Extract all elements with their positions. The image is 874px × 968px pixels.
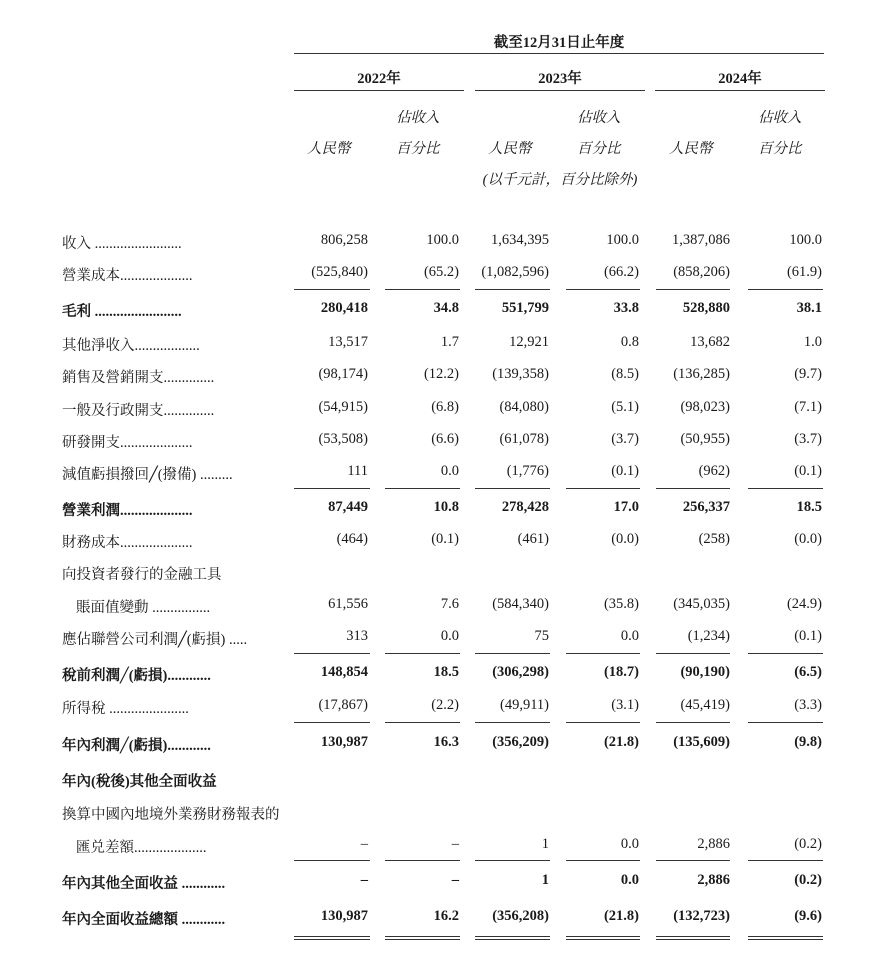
rmb-value: 280,418 bbox=[320, 300, 368, 316]
subtotal-rule bbox=[294, 289, 370, 290]
rmb-value: (858,206) bbox=[673, 264, 730, 280]
pct-value: 0.0 bbox=[620, 872, 639, 888]
subtotal-rule bbox=[294, 488, 370, 489]
subtotal-rule bbox=[475, 722, 550, 723]
rmb-value: 87,449 bbox=[328, 499, 368, 515]
rmb-value: 61,556 bbox=[328, 596, 368, 612]
rmb-value: (50,955) bbox=[680, 431, 730, 447]
row-label: 一般及行政開支.............. bbox=[62, 403, 215, 419]
rmb-value: 13,517 bbox=[328, 334, 368, 350]
pct-value: 1.7 bbox=[440, 334, 459, 350]
rmb-value: (356,208) bbox=[492, 908, 549, 924]
pct-value: 100.0 bbox=[789, 232, 822, 248]
table-row bbox=[0, 399, 874, 425]
row-label: 稅前利潤╱(虧損)............ bbox=[62, 668, 211, 684]
subtotal-rule bbox=[385, 653, 460, 654]
rmb-value: 2,886 bbox=[697, 836, 730, 852]
rmb-value: 528,880 bbox=[682, 300, 730, 316]
pct-value: (0.1) bbox=[431, 531, 459, 547]
rmb-value: (1,082,596) bbox=[481, 264, 549, 280]
col-2023-pct-line1: 佔收入 bbox=[577, 110, 621, 126]
table-row bbox=[0, 366, 874, 392]
row-label: 營業利潤.................... bbox=[62, 503, 193, 519]
total-double-rule bbox=[748, 936, 823, 940]
rmb-value: (345,035) bbox=[673, 596, 730, 612]
subtotal-rule bbox=[656, 653, 730, 654]
rmb-value: – bbox=[360, 872, 368, 888]
table-row bbox=[0, 836, 874, 862]
row-label: 收入 ........................ bbox=[62, 236, 182, 252]
table-row bbox=[0, 872, 874, 898]
table-row bbox=[0, 334, 874, 360]
rmb-value: (306,298) bbox=[492, 664, 549, 680]
pct-value: 7.6 bbox=[440, 596, 459, 612]
rmb-value: (584,340) bbox=[492, 596, 549, 612]
pct-value: (0.2) bbox=[794, 872, 822, 888]
total-double-rule bbox=[294, 936, 370, 940]
year-2023-rule bbox=[475, 90, 645, 91]
pct-value: 100.0 bbox=[606, 232, 639, 248]
rmb-value: 111 bbox=[347, 463, 368, 479]
pct-value: 100.0 bbox=[426, 232, 459, 248]
rmb-value: 148,854 bbox=[320, 664, 368, 680]
col-2024-pct-line1: 佔收入 bbox=[758, 110, 802, 126]
table-row bbox=[0, 908, 874, 934]
rmb-value: 12,921 bbox=[509, 334, 549, 350]
rmb-value: (49,911) bbox=[500, 697, 549, 713]
year-2023-heading: 2023年 bbox=[538, 71, 582, 87]
subtotal-rule bbox=[656, 860, 730, 861]
rmb-value: (962) bbox=[698, 463, 730, 479]
rmb-value: 1 bbox=[541, 872, 549, 888]
pct-value: 1.0 bbox=[803, 334, 822, 350]
rmb-value: (45,419) bbox=[680, 697, 730, 713]
col-2023-pct-line2: 百分比 bbox=[577, 141, 621, 157]
subtotal-rule bbox=[748, 722, 823, 723]
pct-value: 0.0 bbox=[440, 463, 459, 479]
pct-value: (6.6) bbox=[431, 431, 459, 447]
rmb-value: (1,234) bbox=[687, 628, 730, 644]
period-heading-rule bbox=[294, 53, 824, 54]
subtotal-rule bbox=[294, 722, 370, 723]
total-double-rule bbox=[656, 936, 730, 940]
year-2024-heading: 2024年 bbox=[718, 71, 762, 87]
rmb-value: 1,634,395 bbox=[491, 232, 549, 248]
pct-value: 16.3 bbox=[433, 734, 459, 750]
pct-value: 34.8 bbox=[433, 300, 459, 316]
rmb-value: 256,337 bbox=[682, 499, 730, 515]
pct-value: (9.6) bbox=[794, 908, 822, 924]
row-label: 減值虧損撥回╱(撥備) ......... bbox=[62, 467, 233, 483]
pct-value: (0.1) bbox=[794, 628, 822, 644]
subtotal-rule bbox=[566, 488, 640, 489]
table-row bbox=[0, 628, 874, 654]
rmb-value: (98,023) bbox=[680, 399, 730, 415]
rmb-value: 806,258 bbox=[320, 232, 368, 248]
rmb-value: 313 bbox=[346, 628, 368, 644]
pct-value: (5.1) bbox=[611, 399, 639, 415]
row-label: 向投資者發行的金融工具 bbox=[62, 567, 222, 583]
col-2022-pct-line2: 百分比 bbox=[396, 141, 440, 157]
rmb-value: (356,209) bbox=[492, 734, 549, 750]
subtotal-rule bbox=[748, 488, 823, 489]
year-2022-rule bbox=[294, 90, 464, 91]
pct-value: (18.7) bbox=[603, 664, 639, 680]
rmb-value: 551,799 bbox=[501, 300, 549, 316]
table-row bbox=[0, 499, 874, 525]
row-label: 營業成本.................... bbox=[62, 268, 193, 284]
subtotal-rule bbox=[475, 488, 550, 489]
row-label: 銷售及營銷開支.............. bbox=[62, 370, 215, 386]
rmb-value: (17,867) bbox=[318, 697, 368, 713]
row-label: 年內(稅後)其他全面收益 bbox=[62, 774, 217, 790]
pct-value: 16.2 bbox=[433, 908, 459, 924]
rmb-value: 75 bbox=[534, 628, 549, 644]
rmb-value: 130,987 bbox=[320, 908, 368, 924]
row-label: 應佔聯營公司利潤╱(虧損) ..... bbox=[62, 632, 248, 648]
pct-value: (24.9) bbox=[786, 596, 822, 612]
pct-value: 17.0 bbox=[613, 499, 639, 515]
unit-note: (以千元計，百分比除外) bbox=[482, 172, 638, 188]
subtotal-rule bbox=[475, 653, 550, 654]
rmb-value: (464) bbox=[336, 531, 368, 547]
table-row bbox=[0, 664, 874, 690]
pct-value: (12.2) bbox=[423, 366, 459, 382]
col-2022-pct-line1: 佔收入 bbox=[396, 110, 440, 126]
rmb-value: (54,915) bbox=[318, 399, 368, 415]
subtotal-rule bbox=[294, 653, 370, 654]
pct-value: (3.7) bbox=[794, 431, 822, 447]
pct-value: 18.5 bbox=[796, 499, 822, 515]
pct-value: 18.5 bbox=[433, 664, 459, 680]
rmb-value: (461) bbox=[517, 531, 549, 547]
subtotal-rule bbox=[294, 860, 370, 861]
row-label: 匯兑差額.................... bbox=[76, 840, 207, 856]
table-row bbox=[0, 232, 874, 258]
subtotal-rule bbox=[748, 860, 823, 861]
row-label: 財務成本.................... bbox=[62, 535, 193, 551]
rmb-value: (90,190) bbox=[680, 664, 730, 680]
pct-value: 0.0 bbox=[440, 628, 459, 644]
row-label: 所得稅 ...................... bbox=[62, 701, 189, 717]
pct-value: (2.2) bbox=[431, 697, 459, 713]
subtotal-rule bbox=[385, 722, 460, 723]
subtotal-rule bbox=[566, 653, 640, 654]
rmb-value: 13,682 bbox=[690, 334, 730, 350]
pct-value: 10.8 bbox=[433, 499, 459, 515]
row-label: 研發開支.................... bbox=[62, 435, 193, 451]
year-2024-rule bbox=[655, 90, 825, 91]
table-row bbox=[0, 803, 874, 829]
row-label: 換算中國內地境外業務財務報表的 bbox=[62, 807, 280, 823]
pct-value: (6.8) bbox=[431, 399, 459, 415]
col-2024-rmb: 人民幣 bbox=[669, 141, 713, 157]
pct-value: (0.0) bbox=[794, 531, 822, 547]
rmb-value: (525,840) bbox=[311, 264, 368, 280]
pct-value: (35.8) bbox=[603, 596, 639, 612]
rmb-value: 1,387,086 bbox=[672, 232, 730, 248]
subtotal-rule bbox=[385, 860, 460, 861]
subtotal-rule bbox=[475, 289, 550, 290]
row-label: 毛利 ........................ bbox=[62, 304, 182, 320]
pct-value: (3.7) bbox=[611, 431, 639, 447]
table-row bbox=[0, 463, 874, 489]
table-row bbox=[0, 596, 874, 622]
subtotal-rule bbox=[748, 289, 823, 290]
pct-value: (21.8) bbox=[603, 734, 639, 750]
period-heading: 截至12月31日止年度 bbox=[493, 35, 625, 51]
row-label: 年內其他全面收益 ............ bbox=[62, 876, 226, 892]
row-label: 年內利潤╱(虧損)............ bbox=[62, 738, 211, 754]
rmb-value: (132,723) bbox=[673, 908, 730, 924]
rmb-value: (136,285) bbox=[673, 366, 730, 382]
pct-value: (0.1) bbox=[611, 463, 639, 479]
table-row bbox=[0, 531, 874, 557]
table-row bbox=[0, 300, 874, 326]
rmb-value: (258) bbox=[698, 531, 730, 547]
pct-value: (61.9) bbox=[786, 264, 822, 280]
pct-value: (0.2) bbox=[794, 836, 822, 852]
subtotal-rule bbox=[566, 860, 640, 861]
pct-value: 0.8 bbox=[620, 334, 639, 350]
rmb-value: (84,080) bbox=[499, 399, 549, 415]
table-row bbox=[0, 264, 874, 290]
total-double-rule bbox=[385, 936, 460, 940]
row-label: 賬面值變動 ................ bbox=[76, 600, 211, 616]
rmb-value: (135,609) bbox=[673, 734, 730, 750]
rmb-value: (98,174) bbox=[318, 366, 368, 382]
subtotal-rule bbox=[475, 860, 550, 861]
pct-value: (3.3) bbox=[794, 697, 822, 713]
col-2023-rmb: 人民幣 bbox=[488, 141, 532, 157]
subtotal-rule bbox=[656, 722, 730, 723]
year-2022-heading: 2022年 bbox=[357, 71, 401, 87]
table-row bbox=[0, 431, 874, 457]
pct-value: (9.8) bbox=[794, 734, 822, 750]
pct-value: 0.0 bbox=[620, 628, 639, 644]
rmb-value: (53,508) bbox=[318, 431, 368, 447]
subtotal-rule bbox=[566, 722, 640, 723]
col-2024-pct-line2: 百分比 bbox=[758, 141, 802, 157]
pct-value: (66.2) bbox=[603, 264, 639, 280]
row-label: 其他淨收入.................. bbox=[62, 338, 200, 354]
rmb-value: (139,358) bbox=[492, 366, 549, 382]
subtotal-rule bbox=[748, 653, 823, 654]
pct-value: (0.1) bbox=[794, 463, 822, 479]
pct-value: (0.0) bbox=[611, 531, 639, 547]
rmb-value: 130,987 bbox=[320, 734, 368, 750]
total-double-rule bbox=[475, 936, 550, 940]
rmb-value: 2,886 bbox=[697, 872, 730, 888]
pct-value: 33.8 bbox=[613, 300, 639, 316]
rmb-value: (1,776) bbox=[506, 463, 549, 479]
rmb-value: 278,428 bbox=[501, 499, 549, 515]
pct-value: 0.0 bbox=[620, 836, 639, 852]
subtotal-rule bbox=[566, 289, 640, 290]
col-2022-rmb: 人民幣 bbox=[307, 141, 351, 157]
table-row bbox=[0, 770, 874, 796]
table-row bbox=[0, 734, 874, 760]
subtotal-rule bbox=[385, 488, 460, 489]
rmb-value: – bbox=[360, 836, 368, 852]
subtotal-rule bbox=[385, 289, 460, 290]
pct-value: (65.2) bbox=[423, 264, 459, 280]
table-row bbox=[0, 563, 874, 589]
pct-value: (3.1) bbox=[611, 697, 639, 713]
pct-value: (21.8) bbox=[603, 908, 639, 924]
pct-value: (7.1) bbox=[794, 399, 822, 415]
subtotal-rule bbox=[656, 488, 730, 489]
pct-value: – bbox=[451, 836, 459, 852]
pct-value: (6.5) bbox=[794, 664, 822, 680]
pct-value: 38.1 bbox=[796, 300, 822, 316]
row-label: 年內全面收益總額 ............ bbox=[62, 912, 226, 928]
rmb-value: 1 bbox=[541, 836, 549, 852]
rmb-value: (61,078) bbox=[499, 431, 549, 447]
subtotal-rule bbox=[656, 289, 730, 290]
table-row bbox=[0, 697, 874, 723]
total-double-rule bbox=[566, 936, 640, 940]
pct-value: (8.5) bbox=[611, 366, 639, 382]
pct-value: (9.7) bbox=[794, 366, 822, 382]
pct-value: – bbox=[451, 872, 459, 888]
